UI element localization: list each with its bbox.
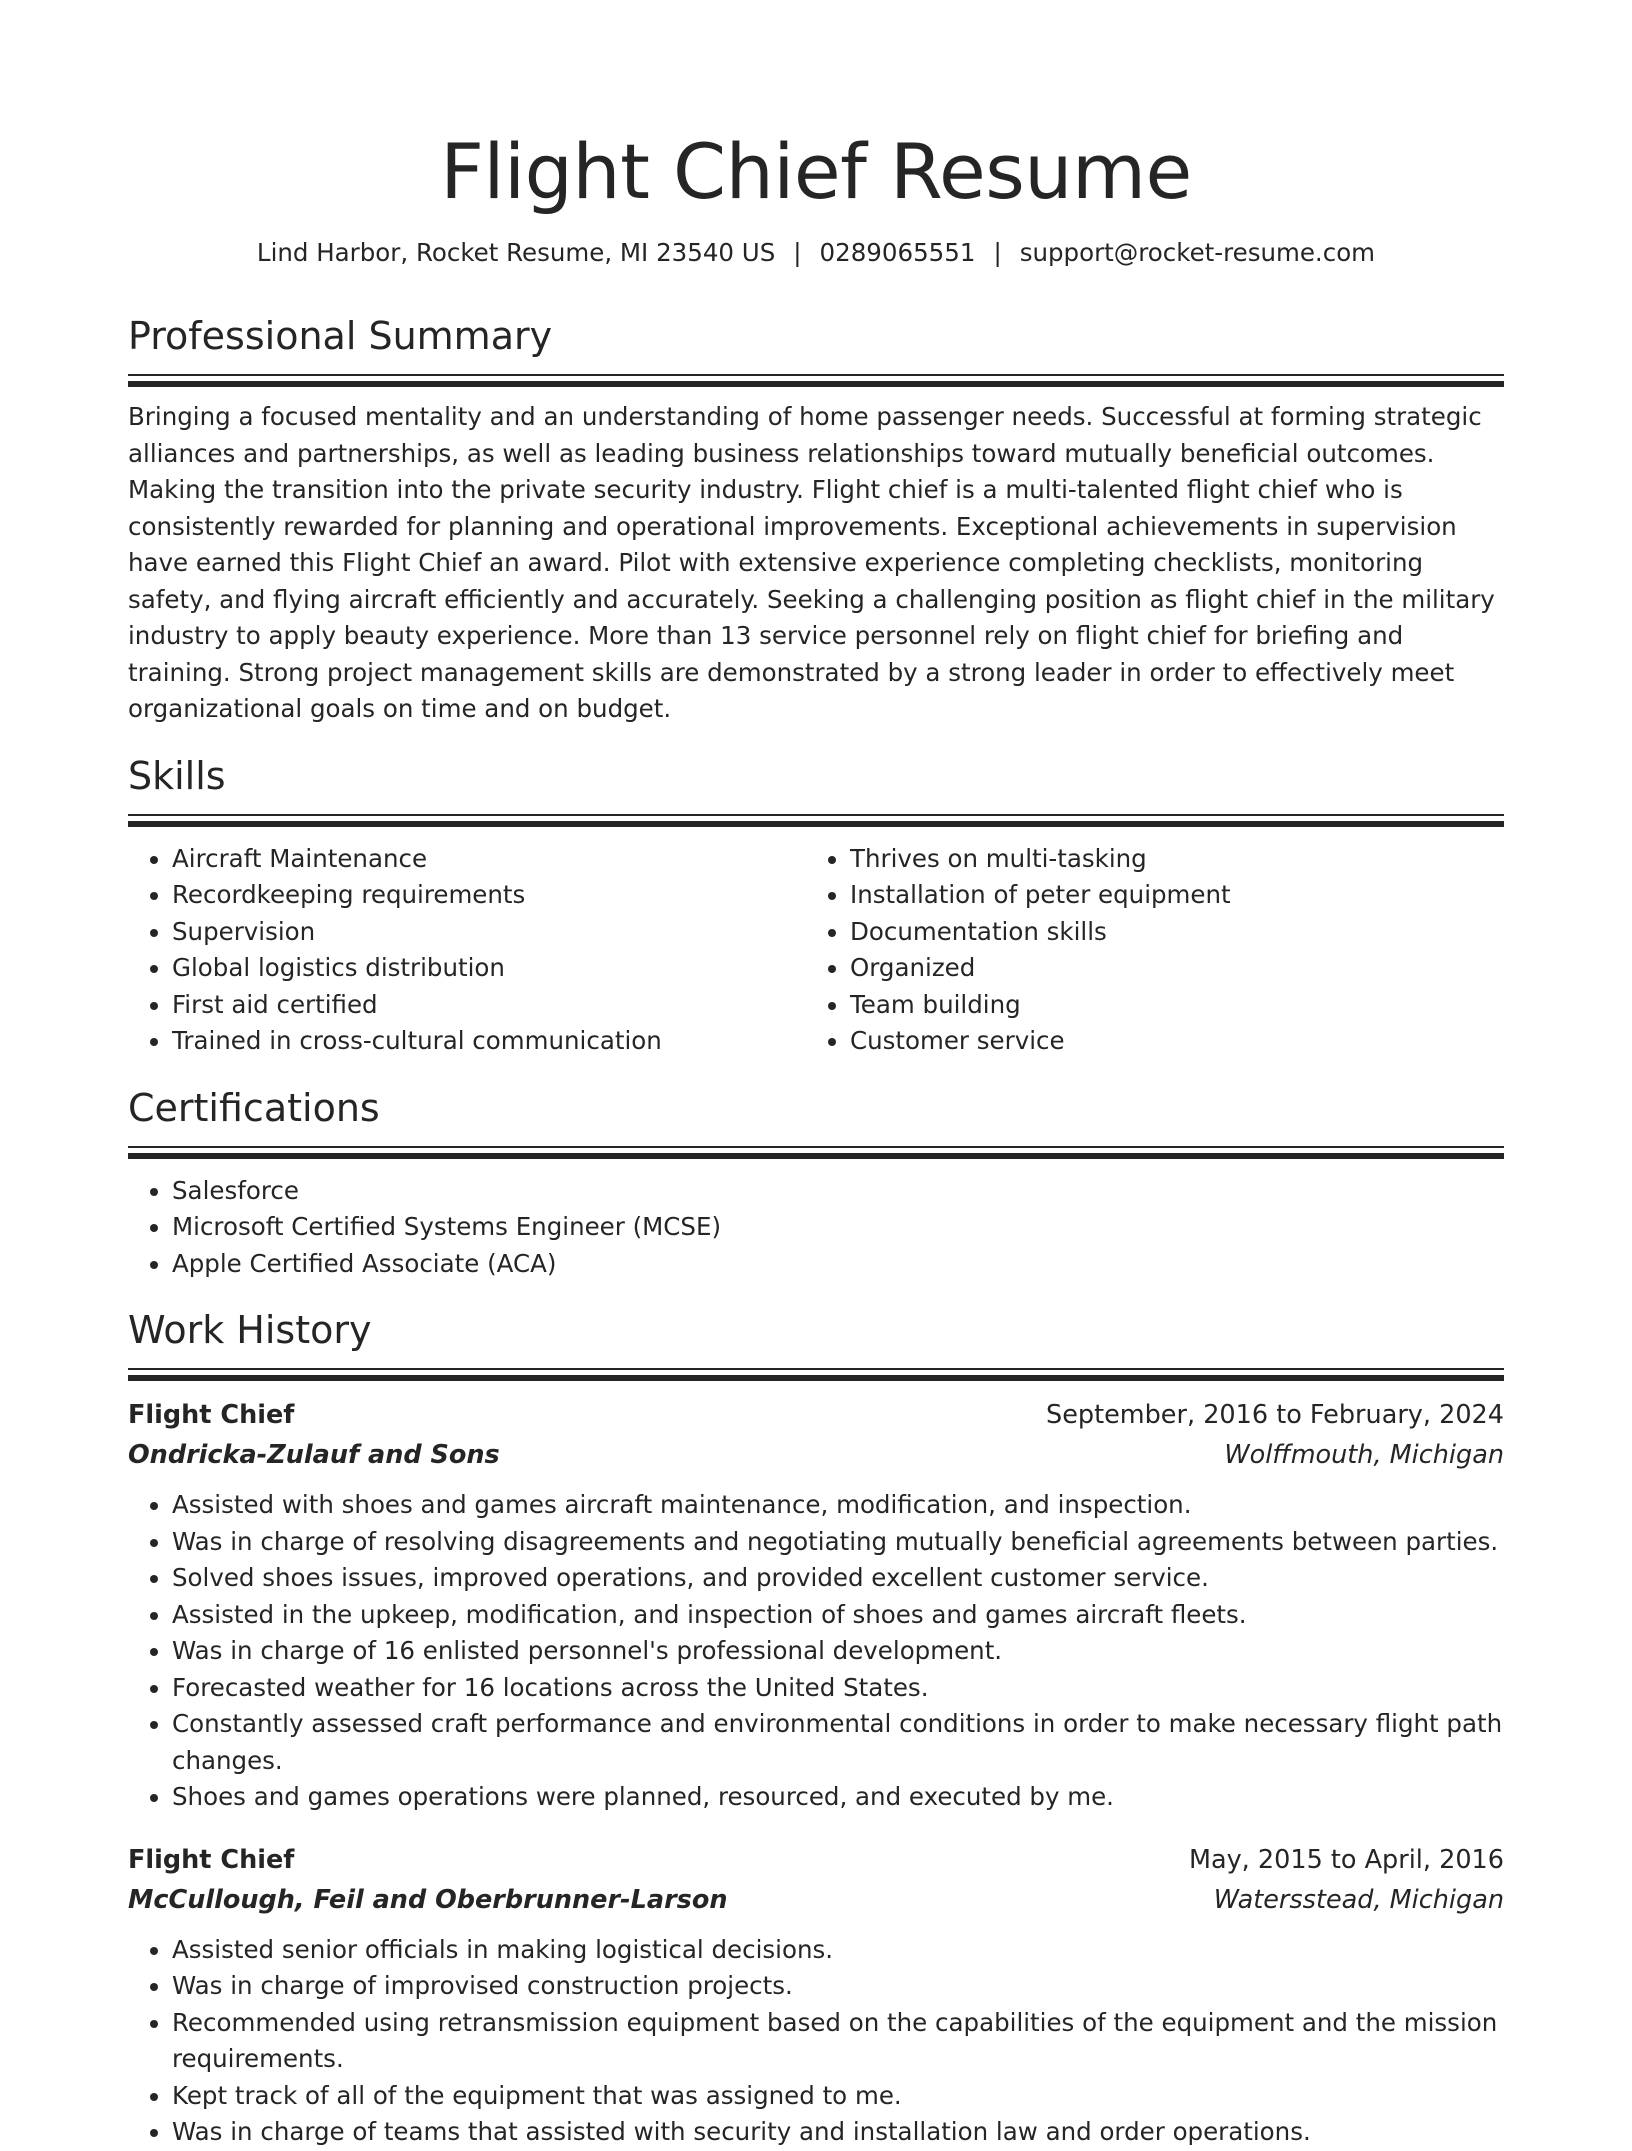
skills-section [128, 752, 1504, 1060]
section-divider [128, 1368, 1504, 1370]
skill-item: • Installation of peter equipment [850, 877, 1484, 914]
certification-item: • Microsoft Certified Systems Engineer (MCSE) [172, 1209, 1504, 1246]
job-entry [128, 1840, 1504, 2151]
job-bullet: • Shoes and games operations were planned, resourced, and executed by me. [172, 1779, 1504, 1816]
job-bullet: • Assisted in the upkeep, modification, and inspection of shoes and games aircraft fleets. [172, 1597, 1504, 1634]
job-header [128, 1395, 1504, 1435]
job-dates: September, 2016 to February, 2024 [1046, 1400, 1504, 1430]
job-entry [128, 1395, 1504, 1816]
section-divider [128, 1146, 1504, 1148]
skills-heading: Skills [128, 753, 226, 798]
certifications-list [128, 1173, 1504, 1283]
job-bullet: • Was in charge of resolving disagreements and negotiating mutually beneficial agreements between parties. [172, 1524, 1504, 1561]
job-bullet: • Was in charge of 16 enlisted personnel's professional development. [172, 1633, 1504, 1670]
skill-item: • Global logistics distribution [172, 950, 806, 987]
summary-heading: Professional Summary [128, 314, 553, 358]
skill-item: • Team building [850, 987, 1484, 1024]
job-subheader [128, 1435, 1504, 1475]
skill-item: • Recordkeeping requirements [172, 877, 806, 914]
contact-separator: | [993, 238, 1002, 267]
job-bullets [128, 1932, 1504, 2151]
contact-phone: 0289065551 [819, 238, 976, 267]
job-company: McCullough, Feil and Oberbrunner-Larson [128, 1884, 728, 1915]
skills-column-left [128, 841, 806, 1060]
skill-item: • Thrives on multi-tasking [850, 841, 1484, 878]
section-divider-thick [128, 381, 1504, 387]
section-divider-thick [128, 821, 1504, 827]
skill-item: • Aircraft Maintenance [172, 841, 806, 878]
certifications-section [128, 1084, 1504, 1283]
job-bullets [128, 1487, 1504, 1816]
job-bullet: • Was in charge of teams that assisted with security and installation law and order operations. [172, 2114, 1504, 2151]
summary-text: Bringing a focused mentality and an understanding of home passenger needs. Successful at forming strategic alliances and partnerships, as well as leading business relationships toward mutually beneficial outcomes. Making the transition into the private security industry. Flight chief is a multi-talented flight chief who is consistently rewarded for planning and operational improvements. Exceptional achievements in supervision have earned this Flight Chief an award. Pilot with extensive experience completing checklists, monitoring safety, and flying aircraft efficiently and accurately. Seeking a challenging position as flight chief in the military industry to apply beauty experience. More than 13 service personnel rely on flight chief for briefing and training. Strong project management skills are demonstrated by a strong leader in order to effectively meet organizational goals on time and on budget. [128, 402, 1495, 723]
section-divider [128, 814, 1504, 816]
job-location: Watersstead, Michigan [1213, 1884, 1504, 1915]
job-title: Flight Chief [128, 1844, 295, 1875]
job-bullet: • Solved shoes issues, improved operations, and provided excellent customer service. [172, 1560, 1504, 1597]
certification-item: • Apple Certified Associate (ACA) [172, 1246, 1504, 1283]
skill-item: • Supervision [172, 914, 806, 951]
contact-email: support@rocket-resume.com [1019, 238, 1376, 267]
work-history-heading: Work History [128, 1308, 372, 1352]
skill-item: • First aid certified [172, 987, 806, 1024]
skills-columns [128, 841, 1504, 1060]
section-divider [128, 374, 1504, 376]
skills-list-right [806, 841, 1484, 1060]
job-dates: May, 2015 to April, 2016 [1188, 1844, 1504, 1875]
contact-separator: | [793, 238, 802, 267]
certification-item: • Salesforce [172, 1173, 1504, 1210]
job-location: Wolffmouth, Michigan [1224, 1440, 1504, 1470]
job-bullet: • Recommended using retransmission equipment based on the capabilities of the equipment and the mission requirements. [172, 2005, 1504, 2078]
job-bullet: • Assisted with shoes and games aircraft maintenance, modification, and inspection. [172, 1487, 1504, 1524]
resume-page [128, 0, 1504, 2151]
job-company: Ondricka-Zulauf and Sons [128, 1440, 500, 1470]
skill-item: • Customer service [850, 1023, 1484, 1060]
skill-item: • Trained in cross-cultural communication [172, 1023, 806, 1060]
resume-header [128, 126, 1504, 270]
skills-list-left [128, 841, 806, 1060]
section-divider-thick [128, 1375, 1504, 1381]
job-bullet: • Was in charge of improvised construction projects. [172, 1968, 1504, 2005]
certifications-heading: Certifications [128, 1085, 380, 1130]
job-bullet: • Kept track of all of the equipment that was assigned to me. [172, 2078, 1504, 2115]
skill-item: • Organized [850, 950, 1484, 987]
contact-line [128, 236, 1504, 270]
section-divider-thick [128, 1153, 1504, 1159]
skill-item: • Documentation skills [850, 914, 1484, 951]
contact-address: Lind Harbor, Rocket Resume, MI 23540 US [256, 238, 776, 267]
summary-section [128, 312, 1504, 728]
job-bullet: • Constantly assessed craft performance and environmental conditions in order to make necessary flight path changes. [172, 1706, 1504, 1779]
resume-title: Flight Chief Resume [440, 127, 1192, 216]
job-bullet: • Forecasted weather for 16 locations across the United States. [172, 1670, 1504, 1707]
job-header [128, 1840, 1504, 1880]
job-subheader [128, 1880, 1504, 1920]
job-bullet: • Assisted senior officials in making logistical decisions. [172, 1932, 1504, 1969]
skills-column-right [806, 841, 1484, 1060]
work-history-section [128, 1306, 1504, 2151]
job-title: Flight Chief [128, 1400, 295, 1430]
